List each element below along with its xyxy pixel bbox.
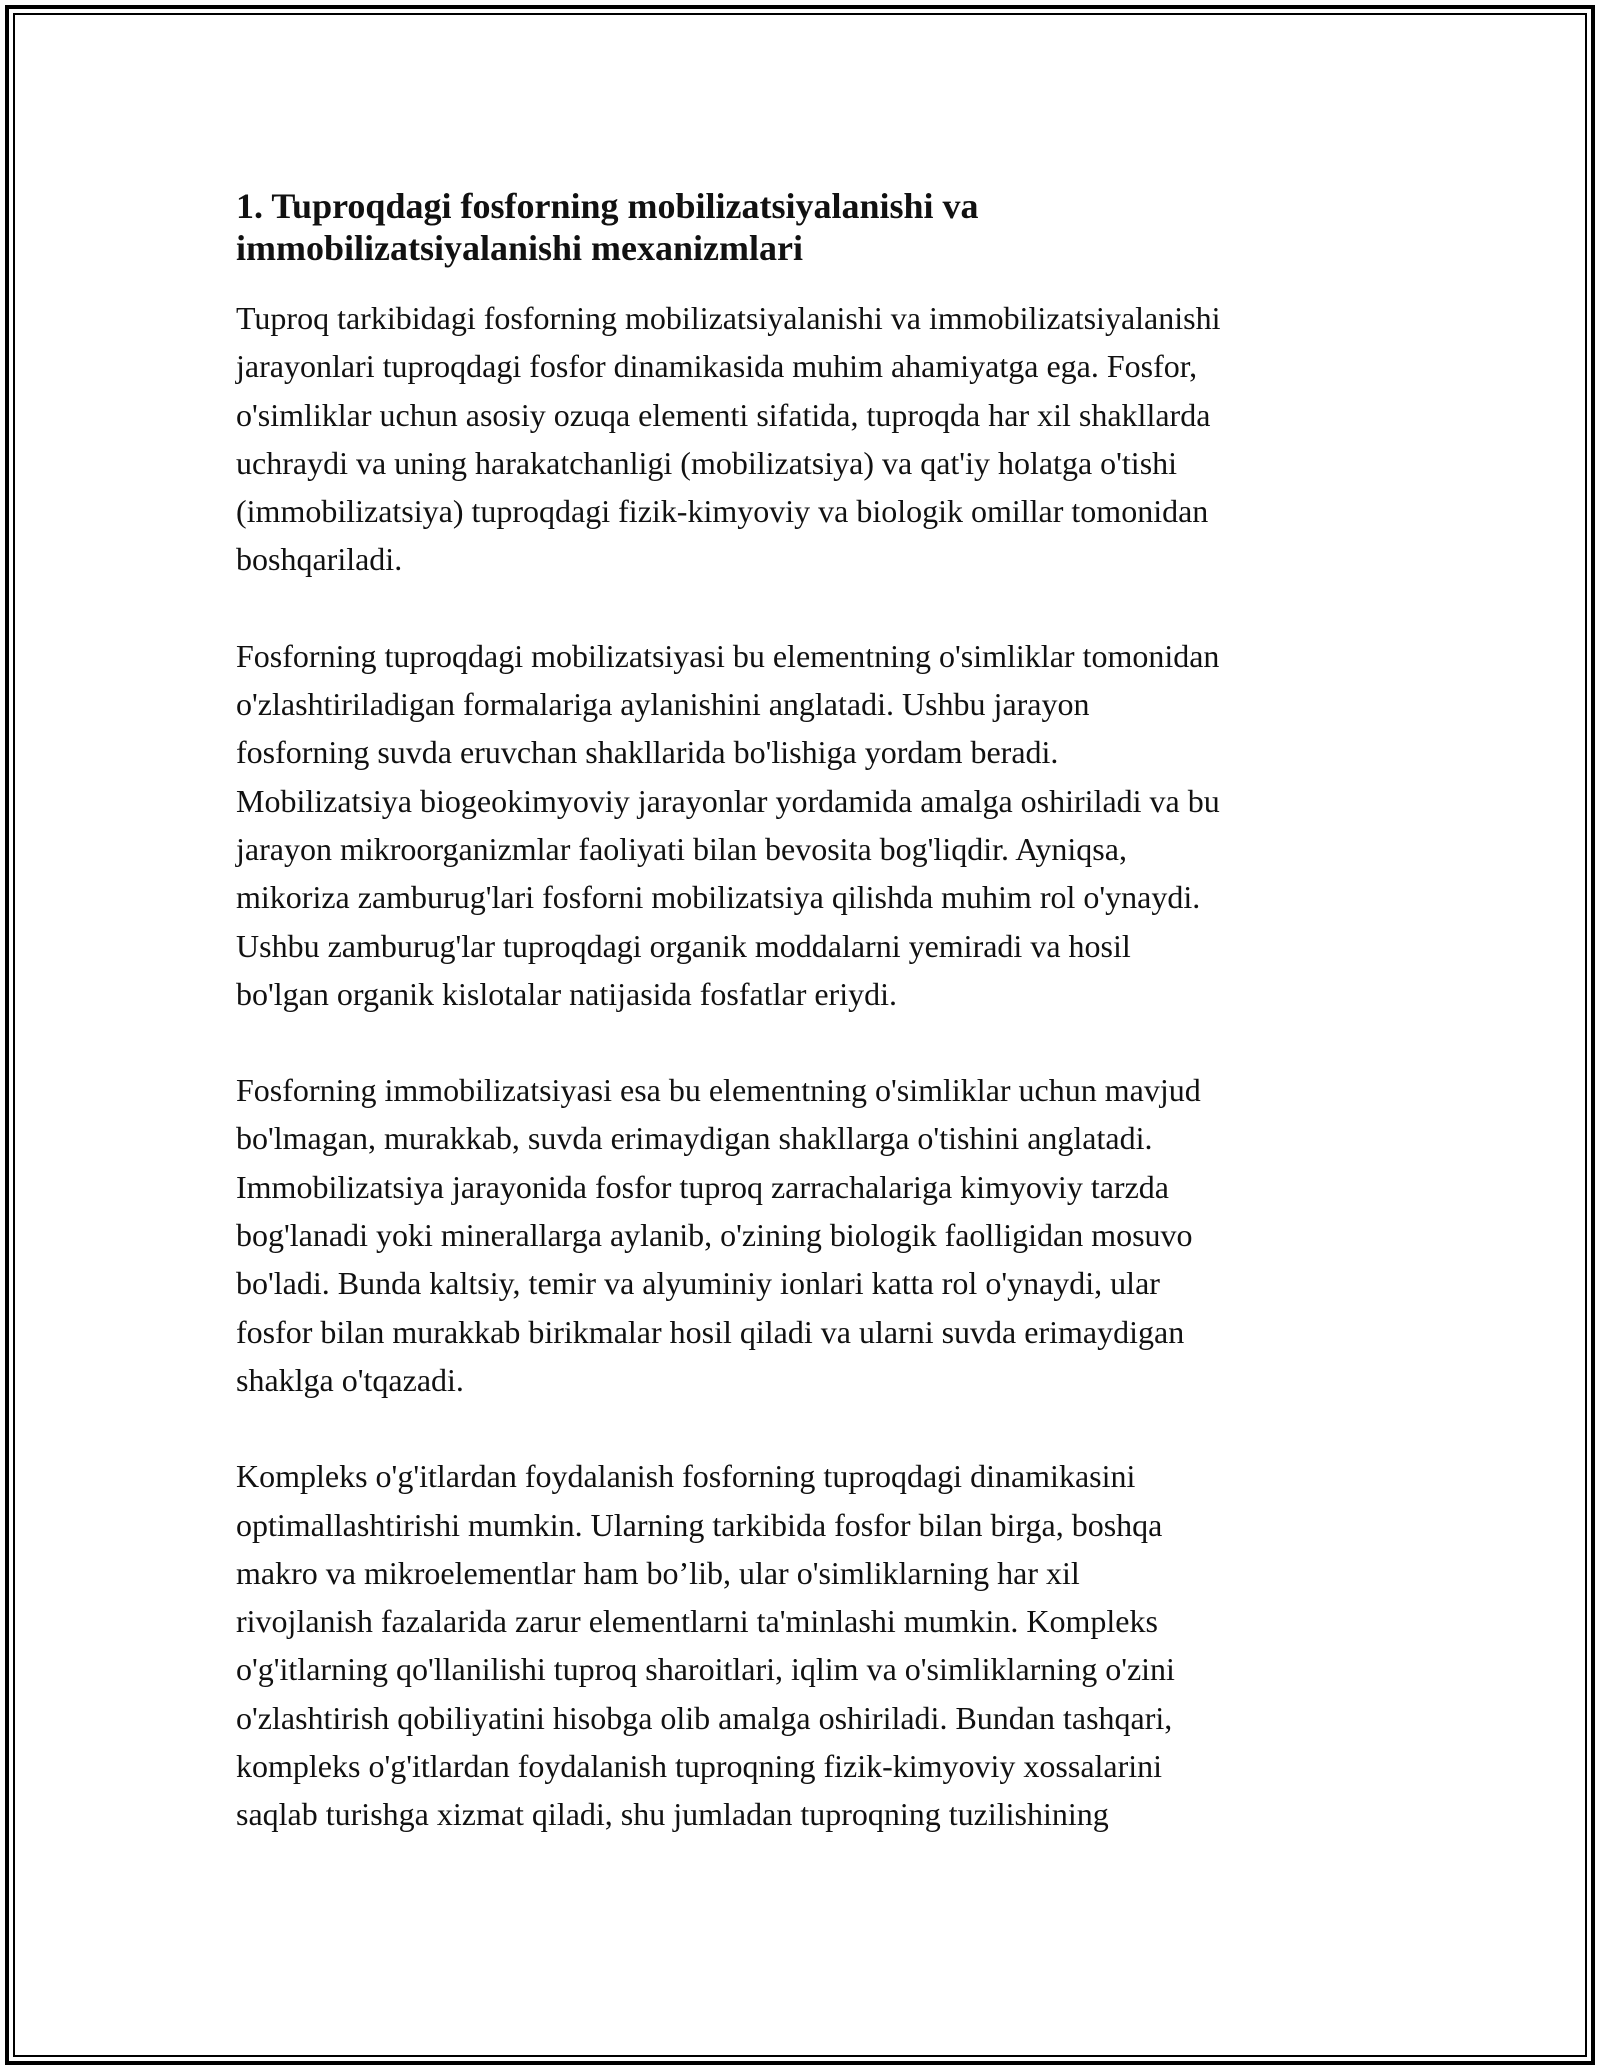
text-line: Kompleks o'g'itlardan foydalanish fosforning tuproqdagi dinamikasini (236, 1458, 1136, 1495)
text-line: kompleks o'g'itlardan foydalanish tuproqning fizik-kimyoviy xossalarini (236, 1748, 1163, 1785)
text-line: Mobilizatsiya biogeokimyoviy jarayonlar yordamida amalga oshiriladi va bu (236, 782, 1220, 819)
paragraph-complex-fertilizers (236, 1452, 1371, 1838)
text-line: jarayonlari tuproqdagi fosfor dinamikasida muhim ahamiyatga ega. Fosfor, (236, 348, 1198, 385)
paragraph-immobilization (236, 1066, 1371, 1404)
text-line: fosforning suvda eruvchan shakllarida bo'lishiga yordam beradi. (236, 734, 1059, 771)
text-line: rivojlanish fazalarida zarur elementlarni ta'minlashi mumkin. Kompleks (236, 1603, 1158, 1640)
document-body (236, 185, 1371, 1887)
text-line: bog'lanadi yoki minerallarga aylanib, o'zining biologik faolligidan mosuvo (236, 1217, 1193, 1254)
text-line: shaklga o'tqazadi. (236, 1361, 464, 1398)
text-line: Immobilizatsiya jarayonida fosfor tuproq zarrachalariga kimyoviy tarzda (236, 1168, 1169, 1205)
heading-line: immobilizatsiyalanishi mexanizmlari (236, 228, 803, 268)
text-line: o'simliklar uchun asosiy ozuqa elementi sifatida, tuproqda har xil shakllarda (236, 396, 1211, 433)
section-heading (236, 185, 1371, 269)
text-line: bo'lmagan, murakkab, suvda erimaydigan shakllarga o'tishini anglatadi. (236, 1120, 1153, 1157)
heading-line: 1. Tuproqdagi fosforning mobilizatsiyalanishi va (236, 186, 979, 226)
text-line: (immobilizatsiya) tuproqdagi fizik-kimyoviy va biologik omillar tomonidan (236, 493, 1209, 530)
text-line: o'zlashtiriladigan formalariga aylanishini anglatadi. Ushbu jarayon (236, 686, 1090, 723)
paragraph-intro (236, 294, 1371, 584)
text-line: saqlab turishga xizmat qiladi, shu jumladan tuproqning tuzilishining (236, 1796, 1109, 1833)
text-line: jarayon mikroorganizmlar faoliyati bilan bevosita bog'liqdir. Ayniqsa, (236, 830, 1127, 867)
text-line: boshqariladi. (236, 541, 403, 578)
text-line: makro va mikroelementlar ham bo’lib, ular o'simliklarning har xil (236, 1554, 1080, 1591)
text-line: Fosforning immobilizatsiyasi esa bu elementning o'simliklar uchun mavjud (236, 1072, 1201, 1109)
text-line: Ushbu zamburug'lar tuproqdagi organik moddalarni yemiradi va hosil (236, 927, 1131, 964)
text-line: Fosforning tuproqdagi mobilizatsiyasi bu elementning o'simliklar tomonidan (236, 637, 1220, 674)
text-line: uchraydi va uning harakatchanligi (mobilizatsiya) va qat'iy holatga o'tishi (236, 444, 1178, 481)
paragraph-mobilization (236, 632, 1371, 1018)
text-line: o'g'itlarning qo'llanilishi tuproq sharoitlari, iqlim va o'simliklarning o'zini (236, 1651, 1175, 1688)
text-line: o'zlashtirish qobiliyatini hisobga olib amalga oshiriladi. Bundan tashqari, (236, 1699, 1173, 1736)
text-line: bo'ladi. Bunda kaltsiy, temir va alyuminiy ionlari katta rol o'ynaydi, ular (236, 1265, 1160, 1302)
text-line: mikoriza zamburug'lari fosforni mobilizatsiya qilishda muhim rol o'ynaydi. (236, 879, 1201, 916)
text-line: bo'lgan organik kislotalar natijasida fosfatlar eriydi. (236, 975, 897, 1012)
text-line: Tuproq tarkibidagi fosforning mobilizatsiyalanishi va immobilizatsiyalanishi (236, 300, 1221, 336)
text-line: optimallashtirishi mumkin. Ularning tarkibida fosfor bilan birga, boshqa (236, 1506, 1163, 1543)
text-line: fosfor bilan murakkab birikmalar hosil qiladi va ularni suvda erimaydigan (236, 1313, 1185, 1350)
